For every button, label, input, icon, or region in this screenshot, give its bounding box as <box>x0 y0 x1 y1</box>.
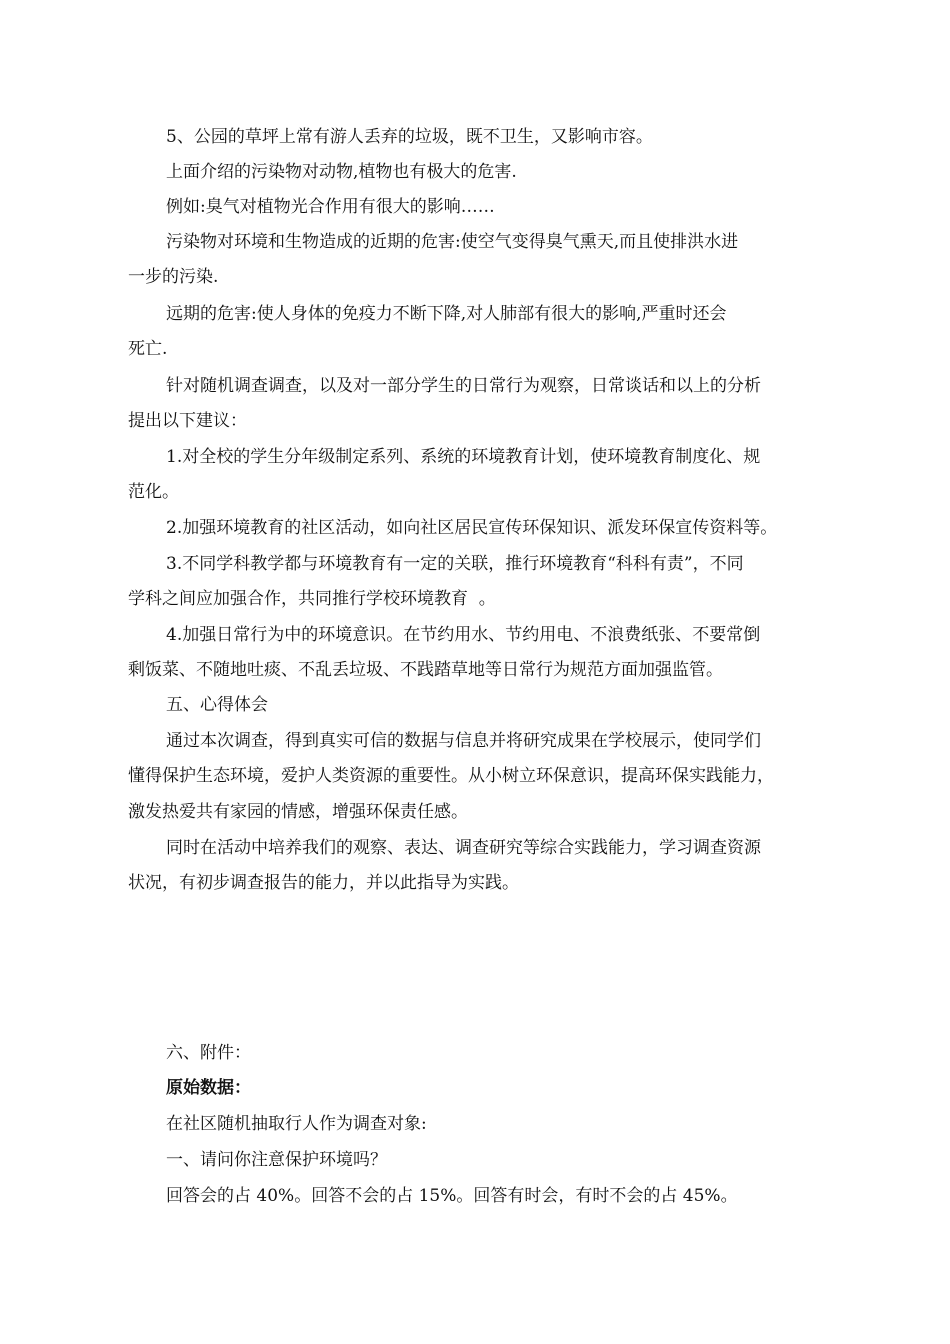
text-line: 1.对全校的学生分年级制定系列、系统的环境教育计划，使环境教育制度化、规 <box>166 447 761 467</box>
subheading-text: 原始数据： <box>166 1078 251 1098</box>
text-line: 同时在活动中培养我们的观察、表达、调查研究等综合实践能力，学习调查资源 <box>166 838 761 858</box>
suggestion-3 <box>166 547 831 581</box>
reflection-paragraph-1-cont2 <box>128 795 831 829</box>
paragraph-long-term-harm-cont <box>128 332 831 366</box>
text-line: 范化。 <box>128 482 179 502</box>
heading-text: 五、心得体会 <box>166 695 268 715</box>
text-line: 远期的危害:使人身体的免疫力不断下降,对人肺部有很大的影响,严重时还会 <box>166 304 727 324</box>
reflection-paragraph-1 <box>166 724 831 758</box>
text-line: 3.不同学科教学都与环境教育有一定的关联，推行环境教育“科科有责”，不同 <box>166 554 744 574</box>
reflection-paragraph-2 <box>166 831 831 865</box>
suggestion-2 <box>166 511 866 545</box>
text-line: 在社区随机抽取行人作为调查对象: <box>166 1114 427 1134</box>
paragraph-survey-intro <box>166 369 831 403</box>
suggestion-1-cont <box>128 475 831 509</box>
reflection-paragraph-1-cont <box>128 759 831 793</box>
text-line: 死亡. <box>128 339 168 359</box>
text-line: 针对随机调查调查，以及对一部分学生的日常行为观察，日常谈话和以上的分析 <box>166 376 761 396</box>
raw-data-subheading <box>166 1071 831 1105</box>
text-line: 提出以下建议： <box>128 411 247 431</box>
answer-1 <box>166 1179 831 1213</box>
paragraph-near-term-harm-cont <box>128 260 831 294</box>
text-line: 懂得保护生态环境，爱护人类资源的重要性。从小树立环保意识，提高环保实践能力， <box>128 766 774 786</box>
text-line: 剩饭菜、不随地吐痰、不乱丢垃圾、不践踏草地等日常行为规范方面加强监管。 <box>128 660 723 680</box>
section-six-heading <box>166 1036 831 1070</box>
text-line: 激发热爱共有家园的情感，增强环保责任感。 <box>128 802 468 822</box>
text-line: 状况，有初步调查报告的能力，并以此指导为实践。 <box>128 873 519 893</box>
question-1 <box>166 1143 831 1177</box>
text-line: 5、公园的草坪上常有游人丢弃的垃圾，既不卫生，又影响市容。 <box>166 127 653 147</box>
text-line: 污染物对环境和生物造成的近期的危害:使空气变得臭气熏天,而且使排洪水进 <box>166 232 739 252</box>
text-line: 4.加强日常行为中的环境意识。在节约用水、节约用电、不浪费纸张、不要常倒 <box>166 625 761 645</box>
heading-text: 六、附件： <box>166 1043 251 1063</box>
suggestion-3-cont <box>128 582 831 616</box>
section-five-heading <box>166 688 831 722</box>
reflection-paragraph-2-cont <box>128 866 831 900</box>
paragraph-near-term-harm <box>166 225 831 259</box>
paragraph-long-term-harm <box>166 297 831 331</box>
suggestion-1 <box>166 440 831 474</box>
text-line: 2.加强环境教育的社区活动，如向社区居民宣传环保知识、派发环保宣传资料等。 <box>166 518 778 538</box>
paragraph-survey-intro-cont <box>128 404 831 438</box>
paragraph-park-litter <box>166 120 831 154</box>
suggestion-4 <box>166 618 831 652</box>
text-line: 一步的污染. <box>128 267 219 287</box>
paragraph-example <box>166 190 831 224</box>
text-line: 回答会的占 40%。回答不会的占 15%。回答有时会，有时不会的占 45%。 <box>166 1186 738 1206</box>
survey-method <box>166 1107 831 1141</box>
text-line: 上面介绍的污染物对动物,植物也有极大的危害. <box>166 162 517 182</box>
text-line: 例如:臭气对植物光合作用有很大的影响…… <box>166 197 495 217</box>
text-line: 学科之间应加强合作，共同推行学校环境教育 。 <box>128 589 496 609</box>
suggestion-4-cont <box>128 653 831 687</box>
paragraph-pollution-harm <box>166 155 831 189</box>
text-line: 通过本次调查，得到真实可信的数据与信息并将研究成果在学校展示，使同学们 <box>166 731 761 751</box>
text-line: 一、请问你注意保护环境吗？ <box>166 1150 387 1170</box>
